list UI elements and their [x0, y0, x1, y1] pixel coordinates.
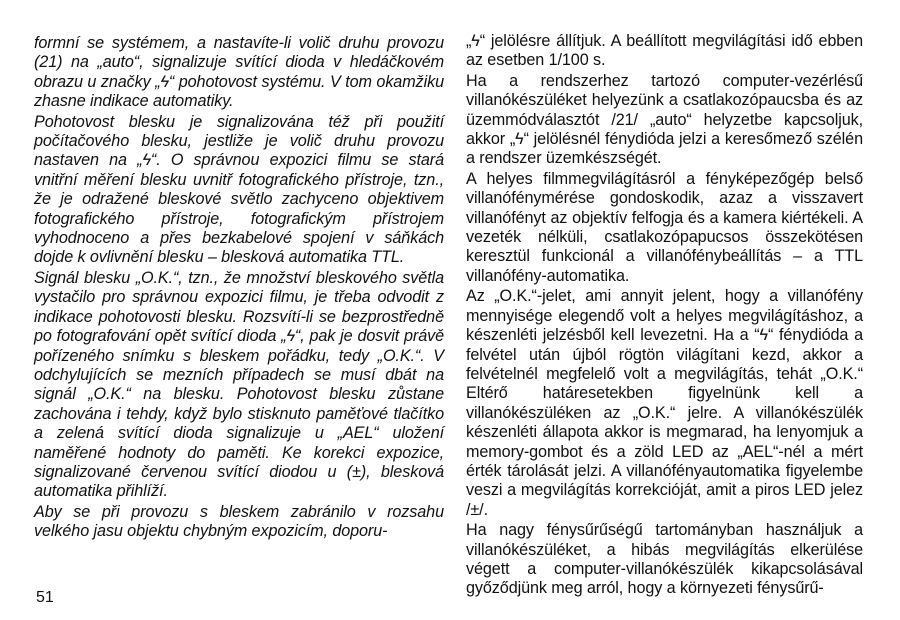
left-paragraph-3: Signál blesku „O.K.“, tzn., že množství bleskového světla vystačilo pro správnou expozici filmu, je třeba odvodit z indikace pohotovosti blesku. Rozsvítí-li se bezprostředně po fotografování opět svítící dioda „ϟ“, pak je dosvit právě pořízeného snímku s bleskem pořádku, tedy „O.K.“. V odchylujících se mezních případech se musí dbát na signál „O.K.“ na blesku. Pohotovost blesku zůstane zachována i tehdy, když bylo stisknuto paměťové tlačítko a zelená svítící dioda signalizuje u „AEL“ uložení naměřené hodnoty do paměti. Ke korekci expozice, signalizované červenou svítící diodou u (±), blesková automatika přihlíží. [34, 268, 444, 501]
left-paragraph-2: Pohotovost blesku je signalizována též při použití počítačového blesku, jestliže je volič druhu provozu nastaven na „ϟ“. O správnou expozici filmu se stará vnitřní měření blesku uvnitř fotografického přístroje, tzn., že je odražené bleskové světlo zachyceno objektivem fotografického přístroje, fotografickým přístrojem vyhodnoceno a přes bezkabelové spojení v sáňkách dojde k ovlivnění blesku – blesková automatika TTL. [34, 112, 444, 267]
left-column-czech [34, 34, 444, 543]
left-paragraph-1: formní se systémem, a nastavíte-li volič druhu provozu (21) na „auto“, signalizuje svítící dioda v hledáčkovém obrazu u značky „ϟ“ pohotovost systému. V tom okamžiku zhasne indikace automatiky. [34, 34, 444, 111]
right-paragraph-5: Ha nagy fénysűrűségű tartományban használjuk a villanókészüléket, a hibás megvilágítás elkerülése végett a computer-villanókészülék kikapcsolásával győződjünk meg arról, hogy a környezeti fénysűrű- [466, 521, 863, 598]
right-paragraph-2: Ha a rendszerhez tartozó computer-vezérlésű villanókészüléket helyezünk a csatlakozópaucsba és az üzemmódválasztót /21/ „auto“ helyzetbe kapcsoljuk, akkor „ϟ“ jelölésnél fénydióda jelzi a keresőmező szélén a rendszer üzemkészségét. [466, 71, 863, 168]
page-number: 51 [36, 589, 54, 606]
right-paragraph-4: Az „O.K.“-jelet, ami annyit jelent, hogy a villanófény mennyisége elegendő volt a helyes megvilágításhoz, a készenléti jelzésből kell levezetni. Ha a “ϟ“ fénydióda a felvétel után újból rögtön világítani kezd, akkor a felvételnél megfelelő volt a megvilágítás, tehát „O.K.“ Eltérő határesetekben figyelnünk kell a villanókészüléken az „O.K.“ jelre. A villanókészülék készenléti állapota akkor is megmarad, ha lenyomjuk a memory-gombot és a zöld LED az „AEL“-nél a mért érték tárolását jelzi. A villanófényautomatika figyelembe veszi a megvilágítás korrekcióját, amit a piros LED jelez /±/. [466, 287, 863, 519]
left-paragraph-4: Aby se při provozu s bleskem zabránilo v rozsahu velkého jasu objektu chybným expozicím, doporu- [34, 502, 444, 541]
right-paragraph-3: A helyes filmmegvilágításról a fényképezőgép belső villanófénymérése gondoskodik, azaz a visszavert villanófényt az objektív felfogja és a kamera kiértékeli. A vezeték nélküli, csatlakozópapucsos összekötésen keresztül funkcionál a villanófénybeállítás – a TTL villanófény-automatika. [466, 169, 863, 285]
right-column-hungarian [466, 32, 863, 600]
right-paragraph-1: „ϟ“ jelölésre állítjuk. A beállított megvilágítási idő ebben az esetben 1/100 s. [466, 32, 863, 70]
